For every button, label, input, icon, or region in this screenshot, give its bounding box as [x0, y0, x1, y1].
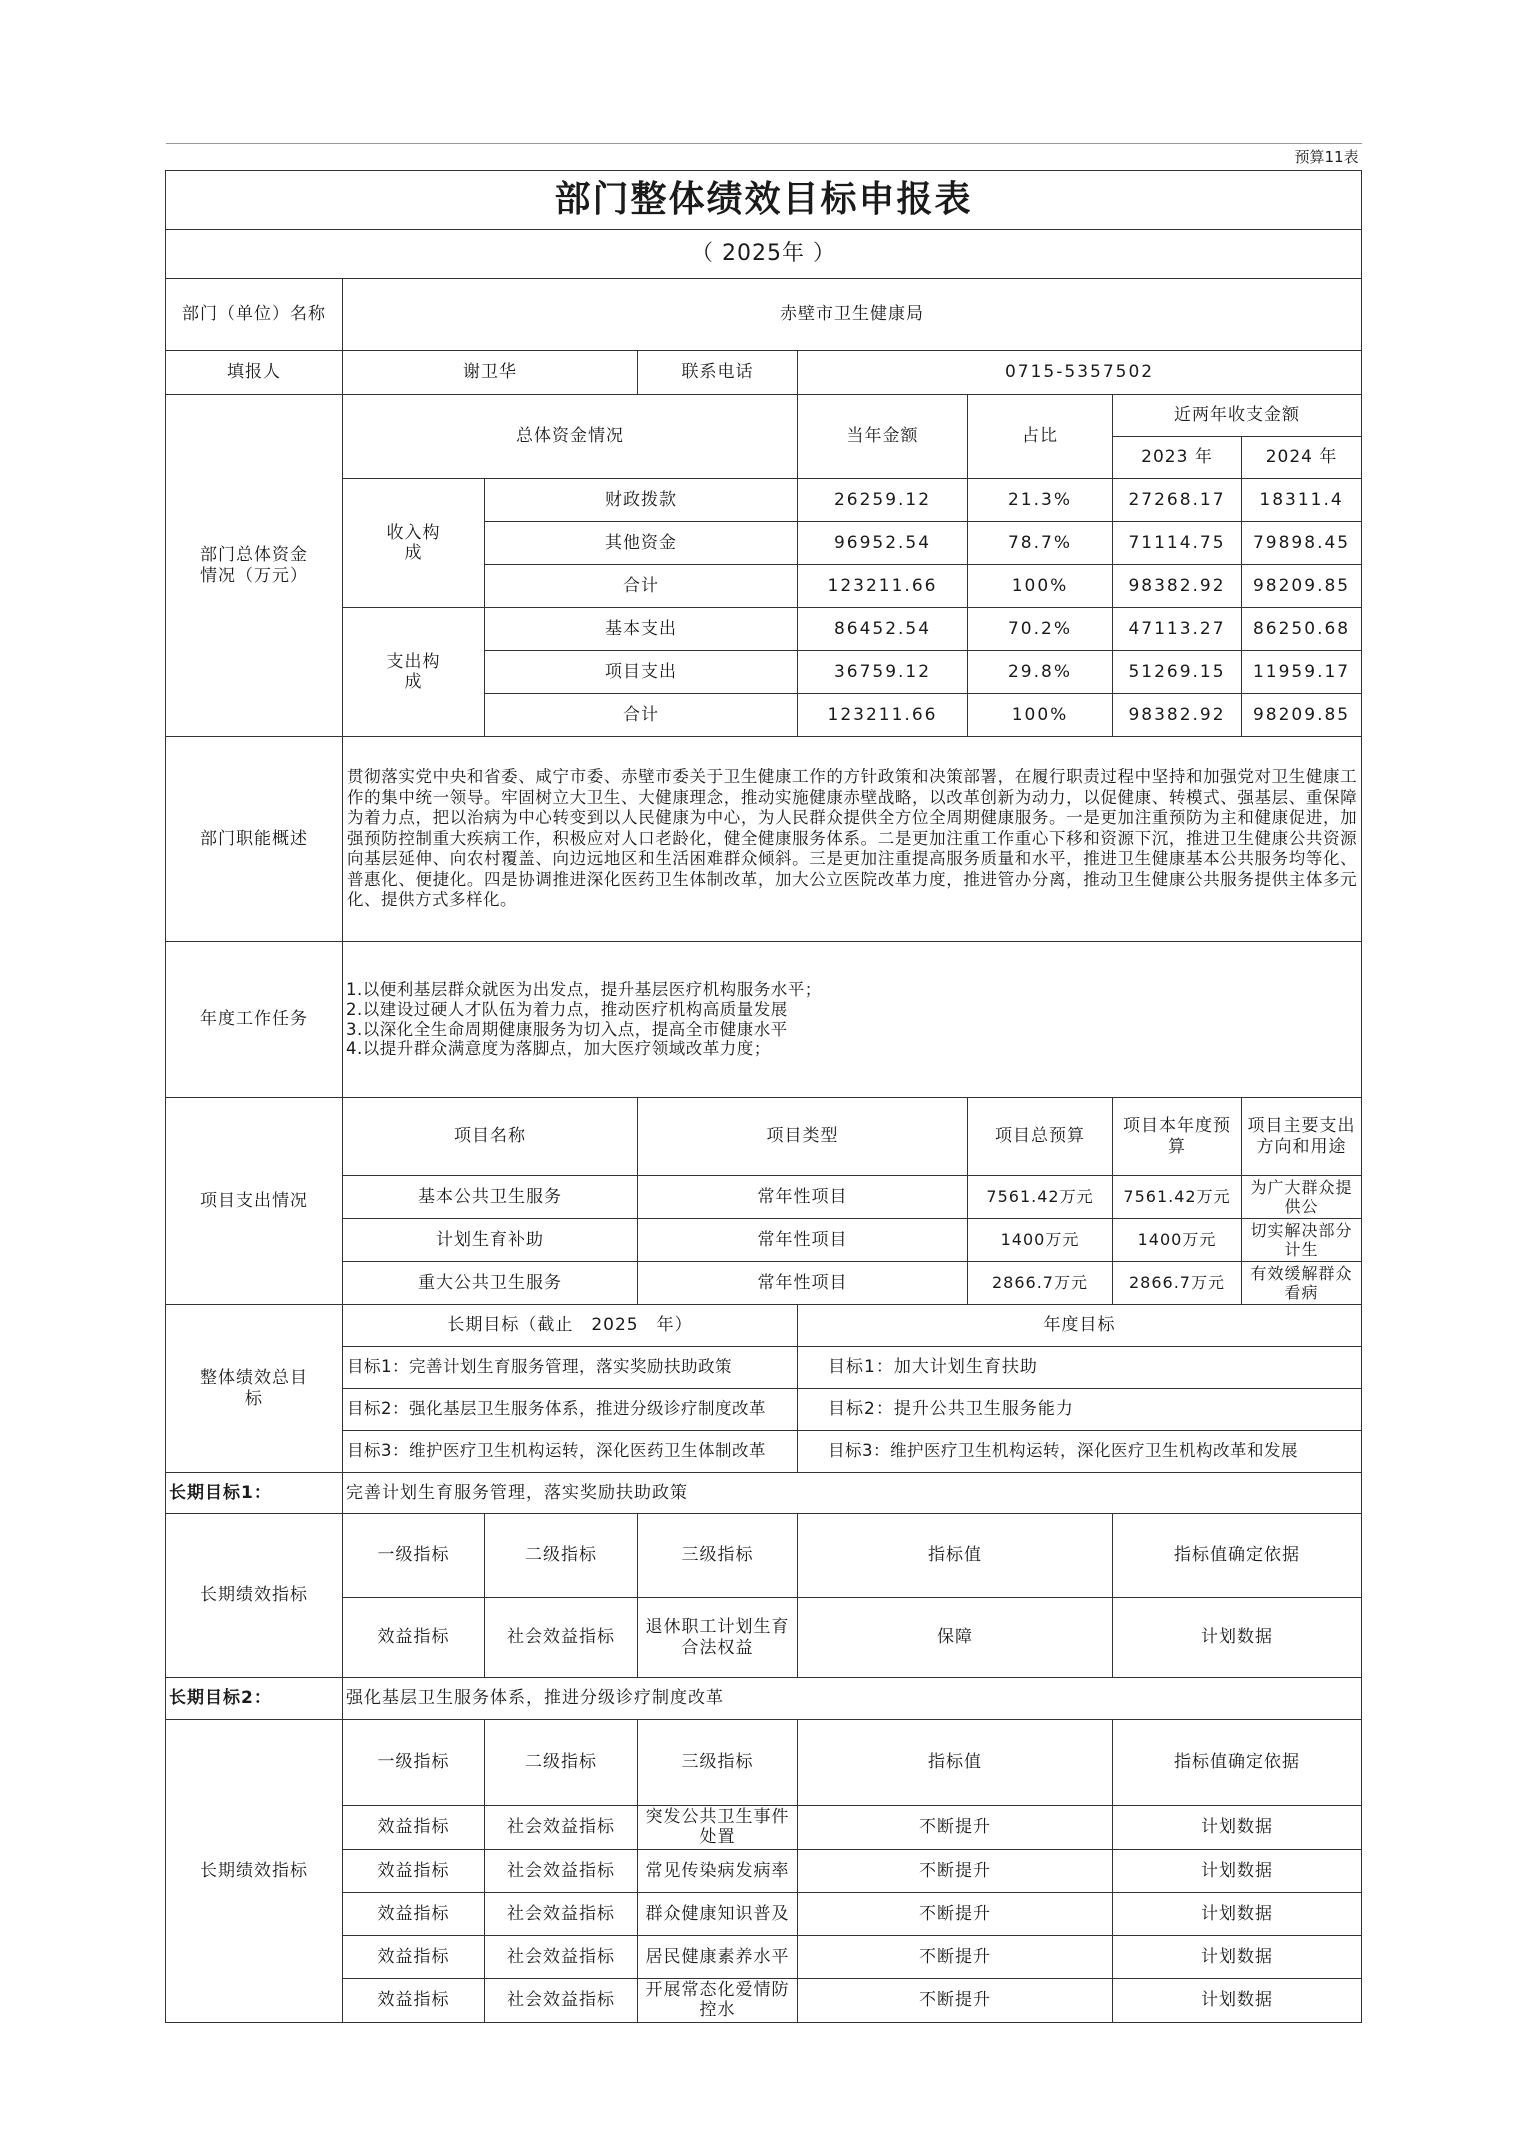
expense-row-label: 项目支出 — [485, 651, 798, 694]
dept-label: 部门（单位）名称 — [166, 279, 343, 351]
funds-col-ratio: 占比 — [968, 395, 1113, 479]
income-row-2023: 27268.17 — [1113, 479, 1242, 522]
lt2-level3: 突发公共卫生事件处置 — [638, 1806, 798, 1850]
income-row-label: 其他资金 — [485, 522, 798, 565]
long-goal: 目标2：强化基层卫生服务体系，推进分级诊疗制度改革 — [343, 1389, 798, 1431]
lt2-level3: 开展常态化爱情防控水 — [638, 1978, 798, 2022]
income-row-label: 财政拨款 — [485, 479, 798, 522]
expense-row-label: 基本支出 — [485, 608, 798, 651]
annual-goal: 目标2：提升公共卫生服务能力 — [798, 1389, 1362, 1431]
duty-label: 部门职能概述 — [166, 737, 343, 942]
lt2-level3: 群众健康知识普及 — [638, 1892, 798, 1935]
annual-goal-header: 年度目标 — [798, 1305, 1362, 1347]
income-total-2023: 98382.92 — [1113, 565, 1242, 608]
lt2-text: 强化基层卫生服务体系，推进分级诊疗制度改革 — [343, 1678, 1362, 1720]
task-item: 4.以提升群众满意度为落脚点，加大医疗领域改革力度； — [346, 1039, 771, 1059]
project-total: 2866.7万元 — [968, 1262, 1113, 1305]
income-label: 收入构成 — [343, 479, 485, 608]
lt2-col-basis: 指标值确定依据 — [1113, 1720, 1362, 1806]
long-goal: 目标1：完善计划生育服务管理，落实奖励扶助政策 — [343, 1347, 798, 1389]
lt1-col-value: 指标值 — [798, 1514, 1113, 1598]
long-goal-header: 长期目标（截止 2025 年） — [343, 1305, 798, 1347]
phone-value: 0715-5357502 — [798, 351, 1362, 395]
lt1-level1: 效益指标 — [343, 1598, 485, 1678]
expense-row-ratio: 70.2% — [968, 608, 1113, 651]
expense-total-amount: 123211.66 — [798, 694, 968, 737]
income-total-ratio: 100% — [968, 565, 1113, 608]
expense-row-amount: 86452.54 — [798, 608, 968, 651]
dept-name: 赤壁市卫生健康局 — [343, 279, 1362, 351]
lt2-col-value: 指标值 — [798, 1720, 1113, 1806]
lt2-level2: 社会效益指标 — [485, 1849, 638, 1892]
performance-form — [165, 143, 1361, 2023]
project-total: 7561.42万元 — [968, 1176, 1113, 1219]
form-table — [165, 143, 1362, 2023]
page-title: 部门整体绩效目标申报表 — [166, 171, 1362, 230]
projects-col-name: 项目名称 — [343, 1098, 638, 1176]
project-type: 常年性项目 — [638, 1219, 968, 1262]
expense-row-ratio: 29.8% — [968, 651, 1113, 694]
income-row-2023: 71114.75 — [1113, 522, 1242, 565]
project-name: 重大公共卫生服务 — [343, 1262, 638, 1305]
tasks-label: 年度工作任务 — [166, 942, 343, 1098]
lt2-level1: 效益指标 — [343, 1849, 485, 1892]
lt2-level3: 居民健康素养水平 — [638, 1935, 798, 1978]
expense-row-2023: 51269.15 — [1113, 651, 1242, 694]
filler-name: 谢卫华 — [343, 351, 638, 395]
lt1-label: 长期目标1： — [166, 1473, 343, 1514]
lt2-basis: 计划数据 — [1113, 1935, 1362, 1978]
lt2-level1: 效益指标 — [343, 1806, 485, 1850]
lt2-level1: 效益指标 — [343, 1892, 485, 1935]
projects-col-type: 项目类型 — [638, 1098, 968, 1176]
project-annual: 1400万元 — [1113, 1219, 1242, 1262]
long-goal: 目标3：维护医疗卫生机构运转，深化医药卫生体制改革 — [343, 1431, 798, 1473]
income-row-ratio: 21.3% — [968, 479, 1113, 522]
project-total: 1400万元 — [968, 1219, 1113, 1262]
filler-label: 填报人 — [166, 351, 343, 395]
project-annual: 2866.7万元 — [1113, 1262, 1242, 1305]
lt2-level2: 社会效益指标 — [485, 1806, 638, 1850]
lt1-value: 保障 — [798, 1598, 1113, 1678]
lt2-col-level1: 一级指标 — [343, 1720, 485, 1806]
annual-goal: 目标1：加大计划生育扶助 — [798, 1347, 1362, 1389]
lt1-col-level1: 一级指标 — [343, 1514, 485, 1598]
lt2-label: 长期目标2： — [166, 1678, 343, 1720]
funds-col-recent: 近两年收支金额 — [1113, 395, 1362, 437]
lt2-value: 不断提升 — [798, 1978, 1113, 2022]
lt2-value: 不断提升 — [798, 1806, 1113, 1850]
funds-year-2023: 2023 年 — [1113, 437, 1242, 479]
project-name: 计划生育补助 — [343, 1219, 638, 1262]
projects-col-purpose: 项目主要支出方向和用途 — [1242, 1098, 1362, 1176]
lt1-level2: 社会效益指标 — [485, 1598, 638, 1678]
expense-row-2024: 86250.68 — [1242, 608, 1362, 651]
income-row-amount: 96952.54 — [798, 522, 968, 565]
lt1-basis: 计划数据 — [1113, 1598, 1362, 1678]
expense-row-2024: 11959.17 — [1242, 651, 1362, 694]
funds-overview-label: 总体资金情况 — [343, 395, 798, 479]
lt2-basis: 计划数据 — [1113, 1892, 1362, 1935]
lt1-col-level2: 二级指标 — [485, 1514, 638, 1598]
lt2-level1: 效益指标 — [343, 1935, 485, 1978]
income-total-amount: 123211.66 — [798, 565, 968, 608]
lt1-level3: 退休职工计划生育合法权益 — [638, 1598, 798, 1678]
income-row-ratio: 78.7% — [968, 522, 1113, 565]
project-type: 常年性项目 — [638, 1176, 968, 1219]
lt2-basis: 计划数据 — [1113, 1978, 1362, 2022]
income-total-label: 合计 — [485, 565, 798, 608]
projects-col-total: 项目总预算 — [968, 1098, 1113, 1176]
goals-label: 整体绩效总目标 — [166, 1305, 343, 1473]
project-purpose: 有效缓解群众看病 — [1242, 1262, 1362, 1305]
lt1-perf-label: 长期绩效指标 — [166, 1514, 343, 1678]
projects-label: 项目支出情况 — [166, 1098, 343, 1305]
expense-total-ratio: 100% — [968, 694, 1113, 737]
project-annual: 7561.42万元 — [1113, 1176, 1242, 1219]
project-purpose: 切实解决部分计生 — [1242, 1219, 1362, 1262]
annual-goal: 目标3：维护医疗卫生机构运转，深化医疗卫生机构改革和发展 — [798, 1431, 1362, 1473]
lt2-perf-label: 长期绩效指标 — [166, 1720, 343, 2023]
lt1-col-basis: 指标值确定依据 — [1113, 1514, 1362, 1598]
income-total-2024: 98209.85 — [1242, 565, 1362, 608]
funds-section-label: 部门总体资金情况（万元） — [166, 395, 343, 737]
lt1-col-level3: 三级指标 — [638, 1514, 798, 1598]
income-row-2024: 79898.45 — [1242, 522, 1362, 565]
lt2-col-level2: 二级指标 — [485, 1720, 638, 1806]
lt2-basis: 计划数据 — [1113, 1806, 1362, 1850]
report-year: （ 2025年 ） — [166, 230, 1362, 279]
projects-col-annual: 项目本年度预算 — [1113, 1098, 1242, 1176]
lt2-value: 不断提升 — [798, 1892, 1113, 1935]
expense-total-label: 合计 — [485, 694, 798, 737]
duty-text: 贯彻落实党中央和省委、咸宁市委、赤壁市委关于卫生健康工作的方针政策和决策部署，在履行职责过程中坚持和加强党对卫生健康工作的集中统一领导。牢固树立大卫生、大健康理念，推动实施健康赤壁战略，以改革创新为动力，以促健康、转模式、强基层、重保障为着力点，把以治病为中心转变到以人民健康为中心，为人民群众提供全方位全周期健康服务。一是更加注重预防为主和健康促进，加强预防控制重大疾病工作，积极应对人口老龄化，健全健康服务体系。二是更加注重工作重心下移和资源下沉，推进卫生健康公共资源向基层延伸、向农村覆盖、向边远地区和生活困难群众倾斜。三是更加注重提高服务质量和水平，推进卫生健康基本公共服务均等化、普惠化、便捷化。四是协调推进深化医药卫生体制改革，加大公立医院改革力度，推进管办分离，推动卫生健康公共服务提供主体多元化、提供方式多样化。 — [343, 737, 1362, 942]
lt2-basis: 计划数据 — [1113, 1849, 1362, 1892]
expense-label: 支出构成 — [343, 608, 485, 737]
lt2-level2: 社会效益指标 — [485, 1892, 638, 1935]
project-name: 基本公共卫生服务 — [343, 1176, 638, 1219]
form-tag: 预算11表 — [166, 144, 1362, 171]
task-item: 2.以建设过硬人才队伍为着力点，推动医疗机构高质量发展 — [346, 999, 788, 1019]
income-row-2024: 18311.4 — [1242, 479, 1362, 522]
lt2-level2: 社会效益指标 — [485, 1935, 638, 1978]
expense-total-2024: 98209.85 — [1242, 694, 1362, 737]
lt2-level2: 社会效益指标 — [485, 1978, 638, 2022]
lt2-value: 不断提升 — [798, 1849, 1113, 1892]
task-item: 3.以深化全生命周期健康服务为切入点，提高全市健康水平 — [346, 1019, 788, 1039]
funds-col-amount: 当年金额 — [798, 395, 968, 479]
income-row-amount: 26259.12 — [798, 479, 968, 522]
lt2-col-level3: 三级指标 — [638, 1720, 798, 1806]
project-type: 常年性项目 — [638, 1262, 968, 1305]
lt2-level1: 效益指标 — [343, 1978, 485, 2022]
project-purpose: 为广大群众提供公 — [1242, 1176, 1362, 1219]
expense-row-amount: 36759.12 — [798, 651, 968, 694]
lt2-value: 不断提升 — [798, 1935, 1113, 1978]
tasks-list — [343, 942, 1362, 1098]
task-item: 1.以便利基层群众就医为出发点，提升基层医疗机构服务水平； — [346, 979, 822, 999]
lt2-level3: 常见传染病发病率 — [638, 1849, 798, 1892]
lt1-text: 完善计划生育服务管理，落实奖励扶助政策 — [343, 1473, 1362, 1514]
expense-row-2023: 47113.27 — [1113, 608, 1242, 651]
funds-year-2024: 2024 年 — [1242, 437, 1362, 479]
expense-total-2023: 98382.92 — [1113, 694, 1242, 737]
phone-label: 联系电话 — [638, 351, 798, 395]
